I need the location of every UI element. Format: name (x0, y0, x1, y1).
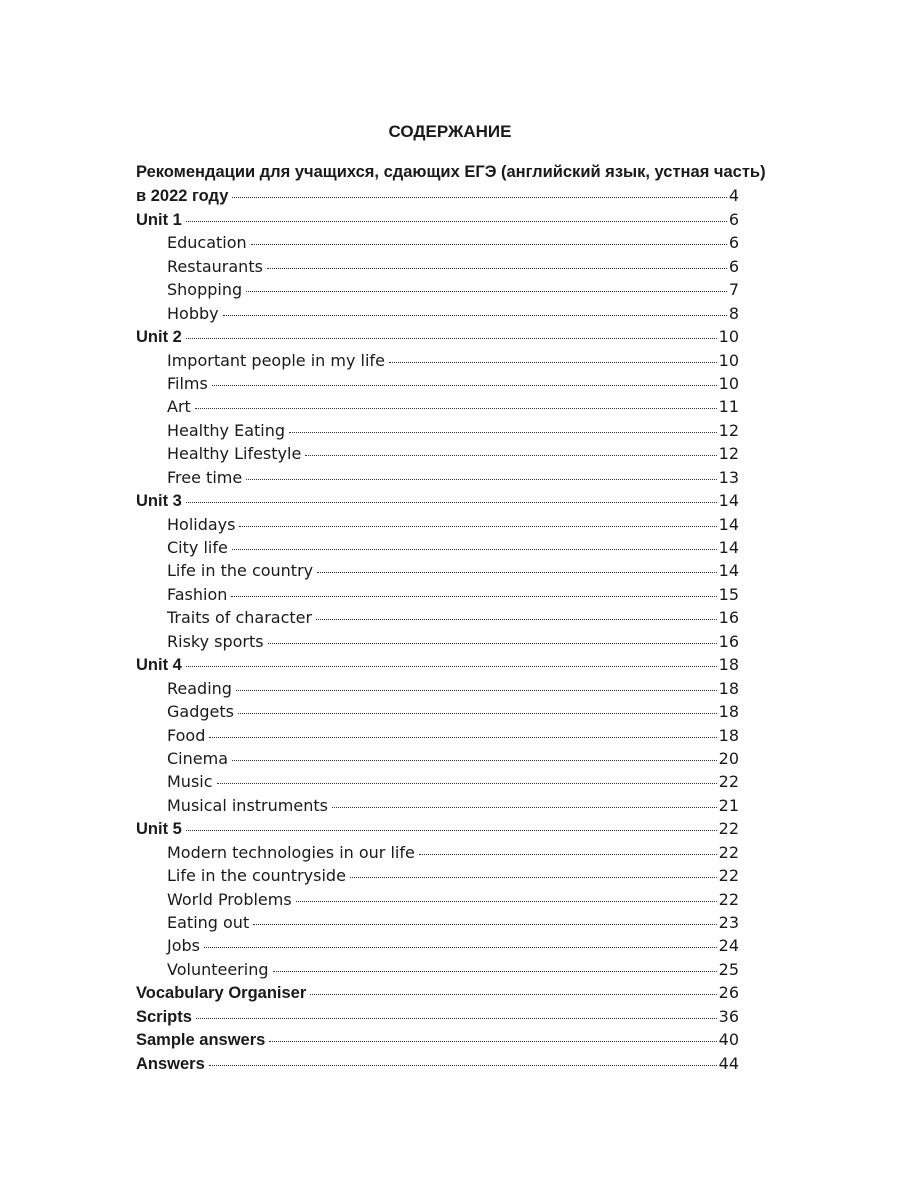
toc-entry-label: Music (167, 772, 213, 792)
toc-entry[interactable] (136, 724, 739, 747)
dot-leader (316, 618, 717, 620)
dot-leader (296, 900, 717, 902)
toc-entry-page-number: 23 (718, 913, 739, 932)
toc-entries (136, 184, 739, 1075)
dot-leader (305, 454, 716, 456)
toc-entry-label: Art (167, 397, 191, 417)
toc-intro-label: Рекомендации для учащихся, сдающих ЕГЭ (английский язык, устная часть) (136, 163, 766, 181)
dot-leader (232, 196, 726, 198)
dot-leader (273, 970, 717, 972)
dot-leader (195, 407, 717, 409)
toc-entry[interactable] (136, 419, 739, 442)
dot-leader (196, 1017, 717, 1019)
toc-entry-page-number: 40 (718, 1030, 739, 1050)
toc-entry-label: Healthy Lifestyle (167, 444, 302, 464)
toc-entry[interactable] (136, 934, 739, 957)
dot-leader (232, 548, 717, 550)
toc-entry-label: Education (167, 233, 247, 253)
toc-entry-label: Life in the countryside (167, 866, 346, 886)
toc-entry[interactable] (136, 841, 739, 864)
toc-entry-label: World Problems (167, 889, 292, 909)
toc-entry-page-number: 18 (718, 702, 739, 722)
toc-entry[interactable] (136, 466, 739, 489)
dot-leader (223, 314, 727, 316)
dot-leader (186, 501, 717, 503)
toc-entry[interactable] (136, 231, 739, 254)
dot-leader (231, 595, 716, 597)
toc-entry[interactable] (136, 770, 739, 793)
toc-entry-page-number: 21 (718, 795, 739, 815)
toc-entry-page-number: 10 (718, 373, 739, 393)
toc-entry-label: Volunteering (167, 959, 269, 979)
toc-entry-page-number: 7 (728, 280, 739, 300)
toc-entry[interactable] (136, 184, 739, 207)
toc-entry-label: Unit 2 (136, 328, 182, 347)
dot-leader (253, 923, 716, 925)
toc-entry-page-number: 8 (728, 303, 739, 323)
toc-intro-line (136, 161, 766, 184)
toc-entry-label: Traits of character (167, 608, 313, 628)
toc-entry[interactable] (136, 1005, 739, 1028)
toc-entry-label: Fashion (167, 584, 228, 604)
toc-entry-page-number: 10 (718, 327, 739, 347)
dot-leader (217, 782, 717, 784)
dot-leader (236, 689, 717, 691)
toc-entry-label: Important people in my life (167, 350, 385, 370)
dot-leader (251, 243, 727, 245)
toc-entry-label: Cinema (167, 748, 228, 768)
dot-leader (186, 829, 717, 831)
toc-entry-page-number: 15 (718, 584, 739, 604)
dot-leader (310, 993, 716, 995)
dot-leader (186, 337, 717, 339)
toc-entry[interactable] (136, 747, 739, 770)
toc-entry[interactable] (136, 630, 739, 653)
dot-leader (317, 571, 717, 573)
toc-entry-label: Films (167, 373, 208, 393)
dot-leader (232, 759, 717, 761)
toc-entry-page-number: 6 (728, 256, 739, 276)
toc-entry[interactable] (136, 302, 739, 325)
toc-entry[interactable] (136, 395, 739, 418)
toc-entry-label: Holidays (167, 514, 236, 534)
toc-entry-label: Unit 4 (136, 656, 182, 675)
dot-leader (239, 525, 716, 527)
toc-entry-label: Restaurants (167, 256, 263, 276)
toc-entry-label: Scripts (136, 1007, 192, 1026)
toc-entry-page-number: 14 (718, 514, 739, 534)
toc-entry-label: Unit 3 (136, 492, 182, 511)
toc-entry-page-number: 44 (718, 1053, 739, 1073)
toc-entry-page-number: 11 (718, 397, 739, 417)
toc-entry-page-number: 22 (718, 842, 739, 862)
toc-entry-page-number: 24 (718, 936, 739, 956)
toc-entry[interactable] (136, 606, 739, 629)
dot-leader (246, 478, 716, 480)
toc-entry-page-number: 13 (718, 467, 739, 487)
toc-entry-page-number: 14 (718, 538, 739, 557)
toc-entry-label: в 2022 году (136, 187, 229, 206)
toc-entry[interactable] (136, 1028, 739, 1051)
toc-entry-page-number: 22 (718, 889, 739, 909)
toc-entry-page-number: 12 (718, 420, 739, 440)
dot-leader (332, 806, 717, 808)
toc-entry-label: Hobby (167, 303, 219, 323)
toc-entry-page-number: 12 (718, 444, 739, 464)
dot-leader (268, 642, 717, 644)
toc-entry[interactable] (136, 489, 739, 512)
toc-entry-label: Risky sports (167, 631, 264, 651)
toc-entry-page-number: 18 (718, 725, 739, 745)
toc-entry-label: Eating out (167, 913, 250, 932)
toc-entry-page-number: 22 (718, 819, 739, 839)
toc-entry-label: Gadgets (167, 702, 234, 722)
toc-entry[interactable] (136, 1052, 739, 1075)
toc-entry-page-number: 26 (718, 983, 739, 1003)
dot-leader (209, 736, 716, 738)
dot-leader (204, 946, 717, 948)
toc-entry-page-number: 10 (718, 350, 739, 370)
toc-entry-page-number: 22 (718, 866, 739, 886)
toc-entry[interactable] (136, 559, 739, 582)
toc-entry-page-number: 20 (718, 748, 739, 768)
toc-entry-page-number: 14 (718, 491, 739, 511)
toc-entry-label: Jobs (167, 936, 200, 956)
toc-entry[interactable] (136, 817, 739, 840)
toc-entry[interactable] (136, 794, 739, 817)
toc-entry-label: Unit 1 (136, 210, 182, 229)
toc-entry-label: Shopping (167, 280, 243, 300)
dot-leader (186, 220, 727, 222)
toc-entry-page-number: 6 (728, 233, 739, 253)
toc-entry-page-number: 22 (718, 772, 739, 792)
toc-entry-label: Unit 5 (136, 820, 182, 839)
toc-entry[interactable] (136, 981, 739, 1004)
dot-leader (267, 267, 727, 269)
dot-leader (269, 1040, 716, 1042)
toc-entry-label: Reading (167, 678, 232, 698)
toc-entry[interactable] (136, 513, 739, 536)
dot-leader (419, 853, 717, 855)
toc-entry-page-number: 14 (718, 561, 739, 581)
toc-entry[interactable] (136, 653, 739, 676)
toc-entry[interactable] (136, 208, 739, 231)
toc-entry[interactable] (136, 958, 739, 981)
dot-leader (186, 665, 717, 667)
dot-leader (212, 384, 717, 386)
toc-entry-page-number: 16 (718, 631, 739, 651)
toc-entry-label: Modern technologies in our life (167, 842, 415, 862)
dot-leader (238, 712, 717, 714)
toc-entry-page-number: 6 (728, 209, 739, 229)
toc-entry-page-number: 18 (718, 678, 739, 698)
toc-entry-label: Answers (136, 1054, 205, 1073)
toc-entry[interactable] (136, 677, 739, 700)
toc-entry[interactable] (136, 700, 739, 723)
toc-entry-page-number: 36 (718, 1006, 739, 1026)
dot-leader (209, 1064, 717, 1066)
table-of-contents (136, 161, 766, 1075)
toc-entry[interactable] (136, 442, 739, 465)
toc-entry[interactable] (136, 255, 739, 278)
page-title: СОДЕРЖАНИЕ (388, 122, 512, 141)
dot-leader (246, 290, 727, 292)
toc-entry[interactable] (136, 888, 739, 911)
toc-entry-label: City life (167, 538, 228, 557)
toc-entry-label: Vocabulary Organiser (136, 984, 307, 1003)
toc-entry[interactable] (136, 278, 739, 301)
toc-entry[interactable] (136, 583, 739, 606)
toc-entry-label: Musical instruments (167, 795, 328, 815)
toc-entry-label: Healthy Eating (167, 420, 286, 440)
toc-entry-label: Sample answers (136, 1031, 266, 1050)
dot-leader (389, 361, 717, 363)
toc-entry[interactable] (136, 349, 739, 372)
toc-entry-label: Food (167, 725, 206, 745)
toc-entry[interactable] (136, 864, 739, 887)
dot-leader (289, 431, 717, 433)
toc-entry-page-number: 25 (718, 959, 739, 979)
toc-entry[interactable] (136, 372, 739, 395)
toc-entry-page-number: 18 (718, 655, 739, 675)
toc-entry-page-number: 16 (718, 608, 739, 628)
toc-entry-label: Free time (167, 467, 243, 487)
toc-entry[interactable] (136, 536, 739, 559)
toc-entry-page-number: 4 (728, 186, 739, 206)
dot-leader (350, 876, 717, 878)
toc-entry[interactable] (136, 911, 739, 934)
toc-entry[interactable] (136, 325, 739, 348)
toc-entry-label: Life in the country (167, 561, 314, 581)
